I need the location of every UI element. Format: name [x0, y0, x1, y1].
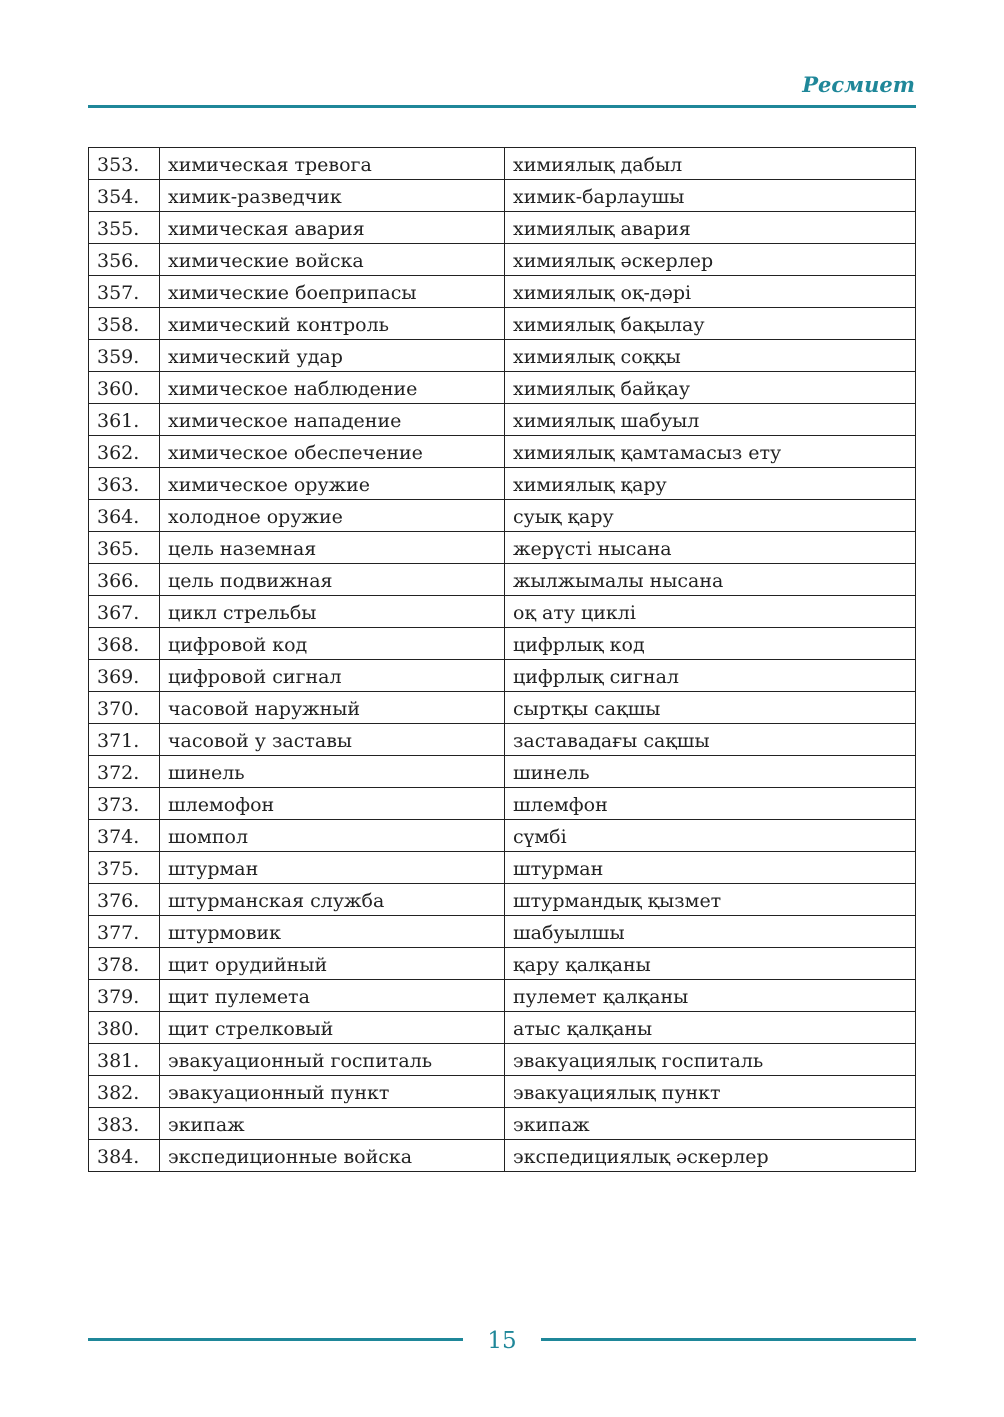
term-kazakh: атыс қалқаны	[505, 1012, 916, 1044]
term-russian: химический контроль	[160, 308, 505, 340]
term-number: 373.	[89, 788, 160, 820]
table-row	[89, 820, 916, 852]
term-kazakh: эвакуациялық госпиталь	[505, 1044, 916, 1076]
term-russian: химик-разведчик	[160, 180, 505, 212]
term-number: 377.	[89, 916, 160, 948]
term-russian: штурманская служба	[160, 884, 505, 916]
term-russian: эвакуационный пункт	[160, 1076, 505, 1108]
table-row	[89, 212, 916, 244]
term-kazakh: пулемет қалқаны	[505, 980, 916, 1012]
term-russian: химические войска	[160, 244, 505, 276]
term-russian: химическое наблюдение	[160, 372, 505, 404]
term-number: 357.	[89, 276, 160, 308]
term-number: 383.	[89, 1108, 160, 1140]
term-number: 365.	[89, 532, 160, 564]
term-kazakh: штурмандық қызмет	[505, 884, 916, 916]
term-number: 364.	[89, 500, 160, 532]
term-russian: химическое нападение	[160, 404, 505, 436]
term-russian: цикл стрельбы	[160, 596, 505, 628]
term-russian: щит пулемета	[160, 980, 505, 1012]
table-row	[89, 628, 916, 660]
term-kazakh: химиялық шабуыл	[505, 404, 916, 436]
term-russian: шомпол	[160, 820, 505, 852]
term-russian: цель подвижная	[160, 564, 505, 596]
term-number: 382.	[89, 1076, 160, 1108]
term-number: 368.	[89, 628, 160, 660]
term-number: 376.	[89, 884, 160, 916]
table-row	[89, 884, 916, 916]
term-russian: химические боеприпасы	[160, 276, 505, 308]
term-number: 354.	[89, 180, 160, 212]
term-number: 372.	[89, 756, 160, 788]
term-russian: химический удар	[160, 340, 505, 372]
page-number: 15	[487, 1328, 517, 1354]
term-kazakh: экипаж	[505, 1108, 916, 1140]
table-row	[89, 564, 916, 596]
footer-divider-right	[541, 1338, 916, 1341]
header-divider	[88, 105, 916, 108]
term-kazakh: химиялық соққы	[505, 340, 916, 372]
table-row	[89, 756, 916, 788]
term-number: 367.	[89, 596, 160, 628]
term-russian: цель наземная	[160, 532, 505, 564]
glossary-table-body	[89, 148, 916, 1172]
page-header-title: Ресмиет	[802, 72, 915, 97]
table-row	[89, 980, 916, 1012]
term-russian: химическое оружие	[160, 468, 505, 500]
term-kazakh: жылжымалы нысана	[505, 564, 916, 596]
term-russian: щит стрелковый	[160, 1012, 505, 1044]
table-row	[89, 148, 916, 180]
term-kazakh: суық қару	[505, 500, 916, 532]
term-number: 366.	[89, 564, 160, 596]
table-row	[89, 500, 916, 532]
table-row	[89, 244, 916, 276]
table-row	[89, 596, 916, 628]
term-number: 363.	[89, 468, 160, 500]
table-row	[89, 916, 916, 948]
term-number: 371.	[89, 724, 160, 756]
term-russian: штурман	[160, 852, 505, 884]
term-kazakh: цифрлық сигнал	[505, 660, 916, 692]
term-russian: холодное оружие	[160, 500, 505, 532]
table-row	[89, 1076, 916, 1108]
term-russian: экспедиционные войска	[160, 1140, 505, 1172]
footer-divider-left	[88, 1338, 463, 1341]
term-kazakh: химиялық әскерлер	[505, 244, 916, 276]
term-russian: химическая тревога	[160, 148, 505, 180]
table-row	[89, 692, 916, 724]
glossary-table	[88, 147, 916, 1172]
term-kazakh: химиялық байқау	[505, 372, 916, 404]
term-kazakh: цифрлық код	[505, 628, 916, 660]
term-number: 361.	[89, 404, 160, 436]
term-kazakh: химик-барлаушы	[505, 180, 916, 212]
term-russian: штурмовик	[160, 916, 505, 948]
term-number: 369.	[89, 660, 160, 692]
term-russian: шлемофон	[160, 788, 505, 820]
term-russian: часовой у заставы	[160, 724, 505, 756]
table-row	[89, 404, 916, 436]
term-number: 362.	[89, 436, 160, 468]
term-kazakh: экспедициялық әскерлер	[505, 1140, 916, 1172]
term-russian: экипаж	[160, 1108, 505, 1140]
table-row	[89, 1012, 916, 1044]
term-kazakh: химиялық бақылау	[505, 308, 916, 340]
term-number: 374.	[89, 820, 160, 852]
term-kazakh: жерүсті нысана	[505, 532, 916, 564]
term-number: 380.	[89, 1012, 160, 1044]
term-number: 378.	[89, 948, 160, 980]
table-row	[89, 532, 916, 564]
term-kazakh: химиялық оқ-дәрі	[505, 276, 916, 308]
term-kazakh: сүмбі	[505, 820, 916, 852]
term-number: 379.	[89, 980, 160, 1012]
table-row	[89, 788, 916, 820]
table-row	[89, 852, 916, 884]
term-kazakh: шлемфон	[505, 788, 916, 820]
table-row	[89, 308, 916, 340]
term-kazakh: сыртқы сақшы	[505, 692, 916, 724]
table-row	[89, 372, 916, 404]
term-number: 375.	[89, 852, 160, 884]
table-row	[89, 1044, 916, 1076]
term-number: 353.	[89, 148, 160, 180]
term-kazakh: химиялық дабыл	[505, 148, 916, 180]
term-russian: эвакуационный госпиталь	[160, 1044, 505, 1076]
table-row	[89, 660, 916, 692]
table-row	[89, 180, 916, 212]
table-row	[89, 276, 916, 308]
table-row	[89, 436, 916, 468]
table-row	[89, 948, 916, 980]
term-kazakh: химиялық қамтамасыз ету	[505, 436, 916, 468]
table-row	[89, 724, 916, 756]
term-kazakh: оқ ату циклі	[505, 596, 916, 628]
term-kazakh: штурман	[505, 852, 916, 884]
term-russian: химическое обеспечение	[160, 436, 505, 468]
term-number: 360.	[89, 372, 160, 404]
term-number: 359.	[89, 340, 160, 372]
term-number: 381.	[89, 1044, 160, 1076]
term-russian: шинель	[160, 756, 505, 788]
term-kazakh: қару қалқаны	[505, 948, 916, 980]
term-number: 358.	[89, 308, 160, 340]
term-russian: цифровой сигнал	[160, 660, 505, 692]
term-kazakh: химиялық қару	[505, 468, 916, 500]
table-row	[89, 1140, 916, 1172]
term-number: 355.	[89, 212, 160, 244]
term-kazakh: химиялық авария	[505, 212, 916, 244]
term-number: 370.	[89, 692, 160, 724]
term-russian: щит орудийный	[160, 948, 505, 980]
term-kazakh: шабуылшы	[505, 916, 916, 948]
term-kazakh: эвакуациялық пункт	[505, 1076, 916, 1108]
term-russian: химическая авария	[160, 212, 505, 244]
table-row	[89, 468, 916, 500]
table-row	[89, 340, 916, 372]
term-kazakh: заставадағы сақшы	[505, 724, 916, 756]
table-row	[89, 1108, 916, 1140]
term-number: 356.	[89, 244, 160, 276]
term-number: 384.	[89, 1140, 160, 1172]
term-kazakh: шинель	[505, 756, 916, 788]
term-russian: часовой наружный	[160, 692, 505, 724]
term-russian: цифровой код	[160, 628, 505, 660]
